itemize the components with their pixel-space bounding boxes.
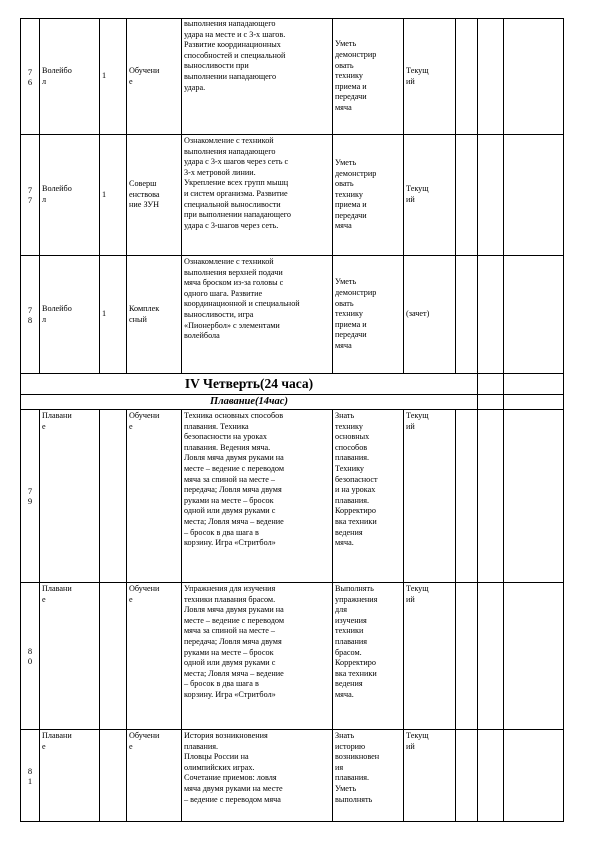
sport-cell: Плавани е: [40, 583, 100, 730]
table-row: [21, 730, 564, 822]
skills-cell: Знать историю возникновен ия плавания. Уметь выполнять: [333, 730, 404, 822]
empty-cell: [456, 135, 478, 256]
hours-cell: 1: [100, 256, 127, 374]
empty-cell: [456, 256, 478, 374]
skills-cell: Уметь демонстрир овать технику приема и передачи мяча: [333, 256, 404, 374]
empty-cell: [504, 374, 564, 395]
lesson-type-cell: Обучени е: [127, 19, 182, 135]
sport-cell: Волейбо л: [40, 19, 100, 135]
empty-cell: [504, 19, 564, 135]
control-cell: Текущ ий: [404, 583, 456, 730]
content-cell: выполнения нападающего удара на месте и с 3-х шагов. Развитие координационных способностей и специальной выносливости при выполнении нападающего удара.: [182, 19, 333, 135]
control-cell: (зачет): [404, 256, 456, 374]
empty-cell: [504, 583, 564, 730]
hours-cell: [100, 583, 127, 730]
skills-cell: Выполнять упражнения для изучения техники плавания брасом. Корректиро вка техники ведения мяча.: [333, 583, 404, 730]
empty-cell: [504, 135, 564, 256]
control-cell: Текущ ий: [404, 730, 456, 822]
lesson-type-cell: Обучени е: [127, 730, 182, 822]
hours-cell: [100, 730, 127, 822]
empty-cell: [478, 410, 504, 583]
control-cell: Текущ ий: [404, 19, 456, 135]
hours-cell: [100, 410, 127, 583]
skills-cell: Уметь демонстрир овать технику приема и передачи мяча: [333, 135, 404, 256]
hours-cell: 1: [100, 19, 127, 135]
empty-cell: [456, 410, 478, 583]
empty-cell: [456, 583, 478, 730]
content-cell: Техника основных способов плавания. Техника безопасности на уроках плавания. Ведения мяча. Ловля мяча двумя руками на месте – ведение с переводом мяча за спиной на месте – передача; Ловля мяча двумя руками на месте – бросок одной или двумя руками с места; Ловля мяча – ведение – бросок в два шага в корзину. Игра «Стритбол»: [182, 410, 333, 583]
table-row: [21, 256, 564, 374]
sport-cell: Волейбо л: [40, 135, 100, 256]
hours-cell: 1: [100, 135, 127, 256]
table-row: [21, 19, 564, 135]
lesson-number: 7 9: [21, 410, 40, 583]
content-cell: Ознакомление с техникой выполнения нападающего удара с 3-х шагов через сеть с 3-х метровой линии. Укрепление всех групп мышц и систем организма. Развитие специальной выносливости при выполнении нападающего удара с 3-шагов через сеть.: [182, 135, 333, 256]
skills-cell: Знать технику основных способов плавания. Технику безопасност и на уроках плавания. Корректиро вка техники ведения мяча.: [333, 410, 404, 583]
empty-cell: [478, 583, 504, 730]
empty-cell: [504, 256, 564, 374]
lesson-number: 7 6: [21, 19, 40, 135]
lesson-number: 8 0: [21, 583, 40, 730]
sport-cell: Волейбо л: [40, 256, 100, 374]
sport-cell: Плавани е: [40, 410, 100, 583]
table-row: [21, 135, 564, 256]
empty-cell: [478, 374, 504, 395]
lesson-number: 8 1: [21, 730, 40, 822]
skills-cell: Уметь демонстрир овать технику приема и передачи мяча: [333, 19, 404, 135]
empty-cell: [504, 410, 564, 583]
empty-cell: [478, 135, 504, 256]
lesson-type-cell: Обучени е: [127, 583, 182, 730]
lesson-type-cell: Соверш енствова ние ЗУН: [127, 135, 182, 256]
lesson-type-cell: Обучени е: [127, 410, 182, 583]
section-header-row: [21, 395, 564, 410]
table-row: [21, 410, 564, 583]
control-cell: Текущ ий: [404, 410, 456, 583]
empty-cell: [478, 395, 504, 410]
empty-cell: [504, 395, 564, 410]
quarter-title: IV Четверть(24 часа): [21, 374, 478, 395]
content-cell: Упражнения для изучения техники плавания брасом. Ловля мяча двумя руками на месте – ведение с переводом мяча за спиной на месте – передача; Ловля мяча двумя руками на месте – бросок одной или двумя руками с места; Ловля мяча – ведение – бросок в два шага в корзину. Игра «Стритбол»: [182, 583, 333, 730]
empty-cell: [456, 730, 478, 822]
content-cell: Ознакомление с техникой выполнения верхней подачи мяча броском из-за головы с одного шага. Развитие координационной и специальной выносливости, игра «Пионербол» с элементами волейбола: [182, 256, 333, 374]
quarter-header-row: [21, 374, 564, 395]
empty-cell: [456, 19, 478, 135]
lesson-plan-table: [20, 18, 564, 822]
sport-cell: Плавани е: [40, 730, 100, 822]
lesson-number: 7 8: [21, 256, 40, 374]
control-cell: Текущ ий: [404, 135, 456, 256]
content-cell: История возникновения плавания. Пловцы России на олимпийских играх. Сочетание приемов: ловля мяча двумя руками на месте – ведение с переводом мяча: [182, 730, 333, 822]
table-row: [21, 583, 564, 730]
lesson-number: 7 7: [21, 135, 40, 256]
empty-cell: [504, 730, 564, 822]
empty-cell: [478, 730, 504, 822]
section-title: Плавание(14час): [21, 395, 478, 410]
empty-cell: [478, 256, 504, 374]
lesson-type-cell: Комплек сный: [127, 256, 182, 374]
empty-cell: [478, 19, 504, 135]
